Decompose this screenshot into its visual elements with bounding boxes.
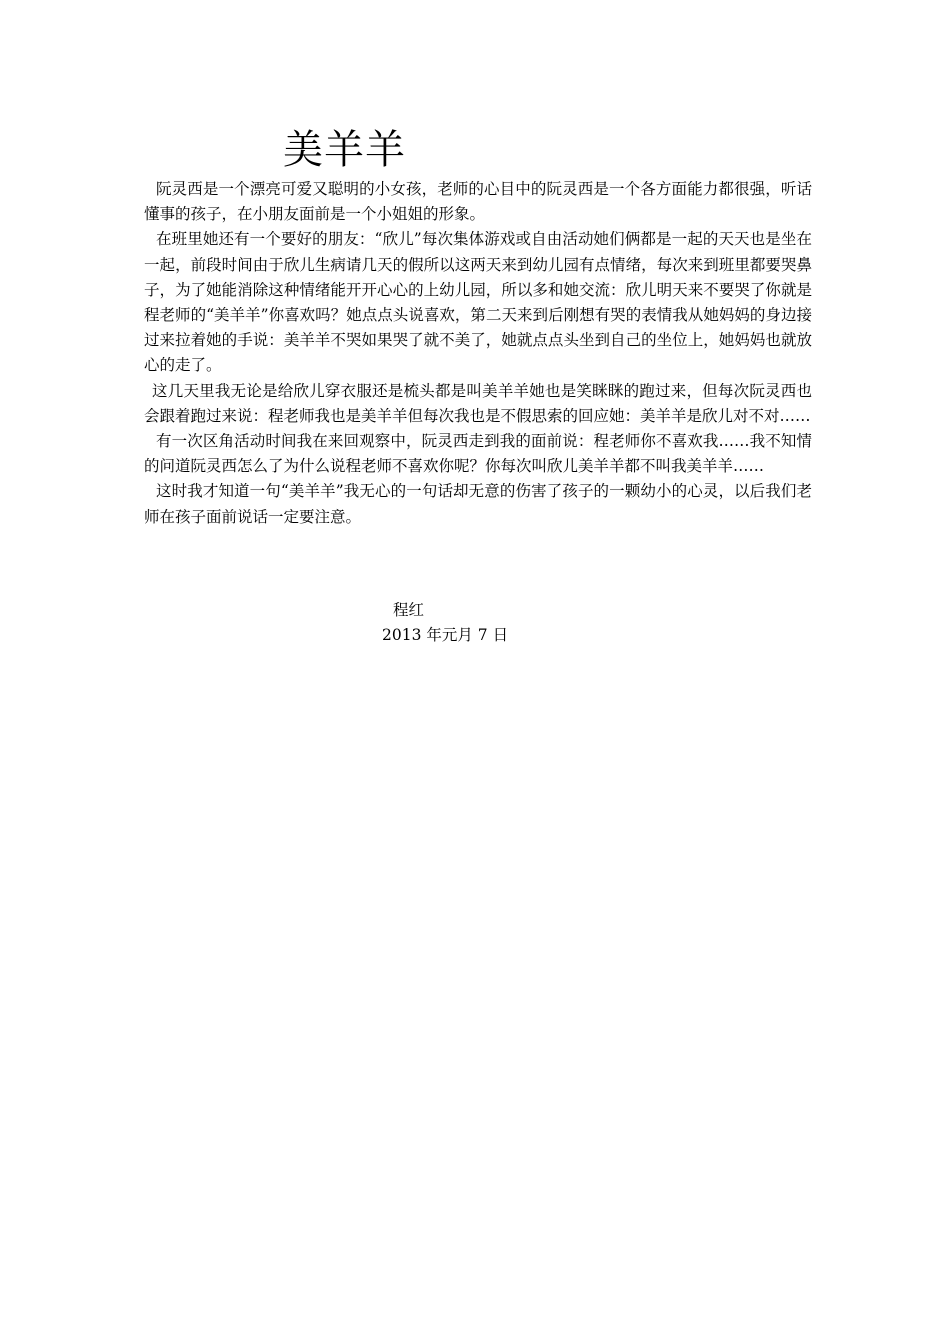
document-date: 2013 年元月 7 日 [382,626,509,644]
paragraph-4: 有一次区角活动时间我在来回观察中，阮灵西走到我的面前说：程老师你不喜欢我……我不知情的问道阮灵西怎么了为什么说程老师不喜欢你呢？你每次叫欣儿美羊羊都不叫我美羊羊…… [144,432,812,476]
document-body [144,177,812,530]
paragraph-5: 这时我才知道一句“美羊羊”我无心的一句话却无意的伤害了孩子的一颗幼小的心灵，以后我们老师在孩子面前说话一定要注意。 [144,482,812,526]
author-signature: 程红 [393,601,425,619]
document-title: 美羊羊 [283,127,406,173]
paragraph-2: 在班里她还有一个要好的朋友：“欣儿”每次集体游戏或自由活动她们俩都是一起的天天也是坐在一起，前段时间由于欣儿生病请几天的假所以这两天来到幼儿园有点情绪，每次来到班里都要哭鼻子，为了她能消除这种情绪能开开心心的上幼儿园，所以多和她交流：欣儿明天来不要哭了你就是程老师的“美羊羊”你喜欢吗？她点点头说喜欢，第二天来到后刚想有哭的表情我从她妈妈的身边接过来拉着她的手说：美羊羊不哭如果哭了就不美了，她就点点头坐到自己的坐位上，她妈妈也就放心的走了。 [144,230,812,375]
paragraph-1: 阮灵西是一个漂亮可爱又聪明的小女孩，老师的心目中的阮灵西是一个各方面能力都很强，听话懂事的孩子，在小朋友面前是一个小姐姐的形象。 [144,180,812,224]
paragraph-3: 这几天里我无论是给欣儿穿衣服还是梳头都是叫美羊羊她也是笑眯眯的跑过来，但每次阮灵西也会跟着跑过来说：程老师我也是美羊羊但每次我也是不假思索的回应她：美羊羊是欣儿对不对…… [144,381,812,425]
